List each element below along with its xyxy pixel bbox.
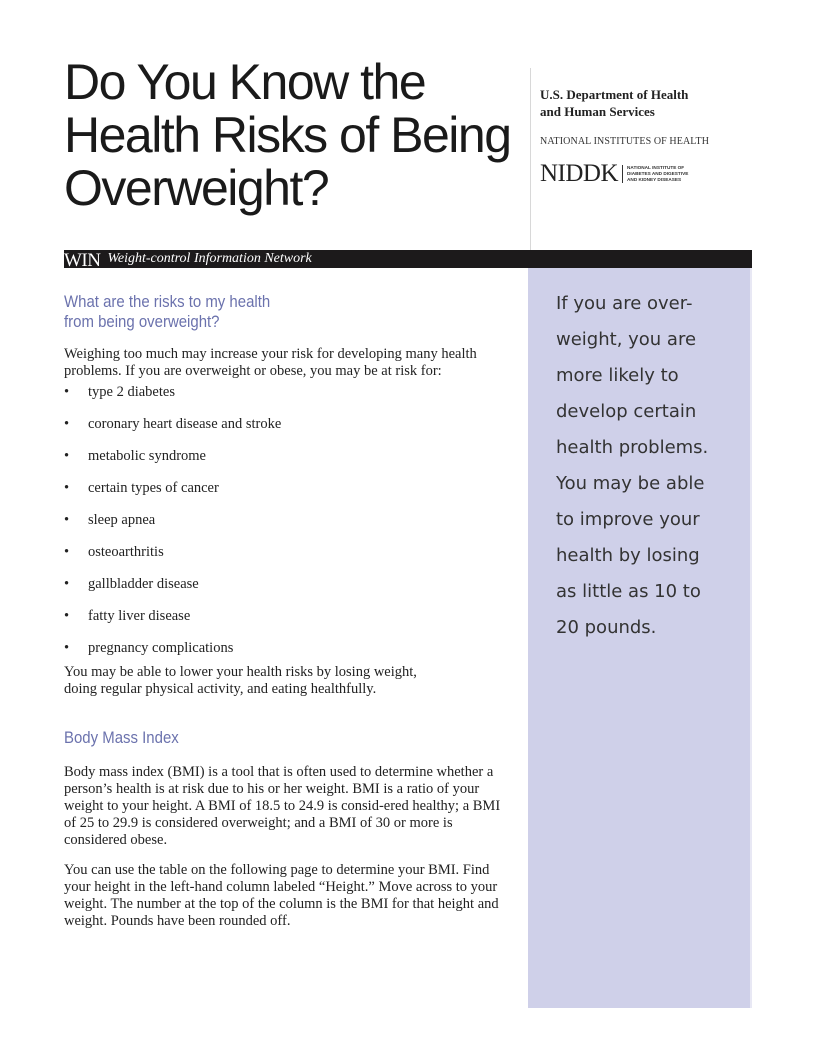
- risks-closing: [64, 664, 508, 698]
- risks-intro: Weighing too much may increase your risk for developing many health problems. If you are overweight or obese, you may be at risk for:: [64, 346, 477, 379]
- heading-line: What are the risks to my health: [64, 292, 271, 311]
- callout-line: 20 pounds.: [556, 617, 657, 638]
- bmi-paragraph-1: Body mass index (BMI) is a tool that is often used to determine whether a person’s health is at risk due to his or her weight. BMI is a ratio of your weight to your height. A BMI of 18.5 to 24.9 is consid-ered healthy; a BMI of 25 to 29.9 is considered overweight; and a BMI of 30 or more is considered obese.: [64, 764, 501, 848]
- callout-line: to improve your: [556, 509, 700, 530]
- niddk-separator: [622, 165, 623, 183]
- nih-name: NATIONAL INSTITUTES OF HEALTH: [540, 136, 710, 147]
- section-heading-risks: [64, 292, 328, 332]
- risk-list: [64, 384, 508, 664]
- win-banner: [64, 250, 752, 271]
- list-item: • gallbladder disease: [64, 576, 508, 608]
- list-item: • sleep apnea: [64, 512, 508, 544]
- niddk-fullname-line: AND KIDNEY DISEASES: [627, 177, 682, 182]
- callout-line: as little as 10 to: [556, 581, 701, 602]
- hhs-line2: and Human Services: [540, 104, 655, 119]
- niddk-fullname-line: NATIONAL INSTITUTE OF: [627, 165, 685, 170]
- niddk-wordmark: NIDDK: [540, 160, 619, 187]
- callout-line: develop certain: [556, 401, 697, 422]
- callout-line: weight, you are: [556, 329, 697, 350]
- heading-line: from being overweight?: [64, 312, 220, 331]
- callout-line: If you are over-: [556, 293, 693, 314]
- closing-line: You may be able to lower your health risks by losing weight,: [64, 664, 417, 680]
- callout-line: more likely to: [556, 365, 679, 386]
- list-item: • coronary heart disease and stroke: [64, 416, 508, 448]
- callout-line: health problems.: [556, 437, 709, 458]
- list-item: • pregnancy complications: [64, 640, 508, 664]
- main-content: [64, 292, 508, 930]
- list-item: • certain types of cancer: [64, 480, 508, 512]
- closing-line: doing regular physical activity, and eating healthfully.: [64, 681, 377, 697]
- section-heading-bmi: Body Mass Index: [64, 728, 179, 747]
- list-item: • fatty liver disease: [64, 608, 508, 640]
- header-divider: [530, 68, 531, 250]
- niddk-logo: [540, 160, 709, 187]
- niddk-fullname: [627, 165, 688, 183]
- win-fullname: Weight-control Information Network: [107, 251, 312, 266]
- agency-block: [540, 86, 709, 185]
- list-item: • metabolic syndrome: [64, 448, 508, 480]
- win-abbr: WIN: [64, 250, 101, 271]
- callout-line: health by losing: [556, 545, 700, 566]
- sidebar-callout: [556, 286, 731, 646]
- hhs-line1: U.S. Department of Health: [540, 87, 689, 102]
- list-item: • osteoarthritis: [64, 544, 508, 576]
- bmi-paragraph-2: You can use the table on the following page to determine your BMI. Find your height in the left-hand column labeled “Height.” Move across to your weight. The number at the top of the column is the BMI for that height and weight. Pounds have been rounded off.: [64, 862, 499, 929]
- hhs-name: [540, 86, 709, 120]
- niddk-fullname-line: DIABETES AND DIGESTIVE: [627, 171, 689, 176]
- callout-line: You may be able: [556, 473, 705, 494]
- page-title: Do You Know the Health Risks of Being Overweight?: [64, 54, 511, 216]
- list-item: • type 2 diabetes: [64, 384, 508, 416]
